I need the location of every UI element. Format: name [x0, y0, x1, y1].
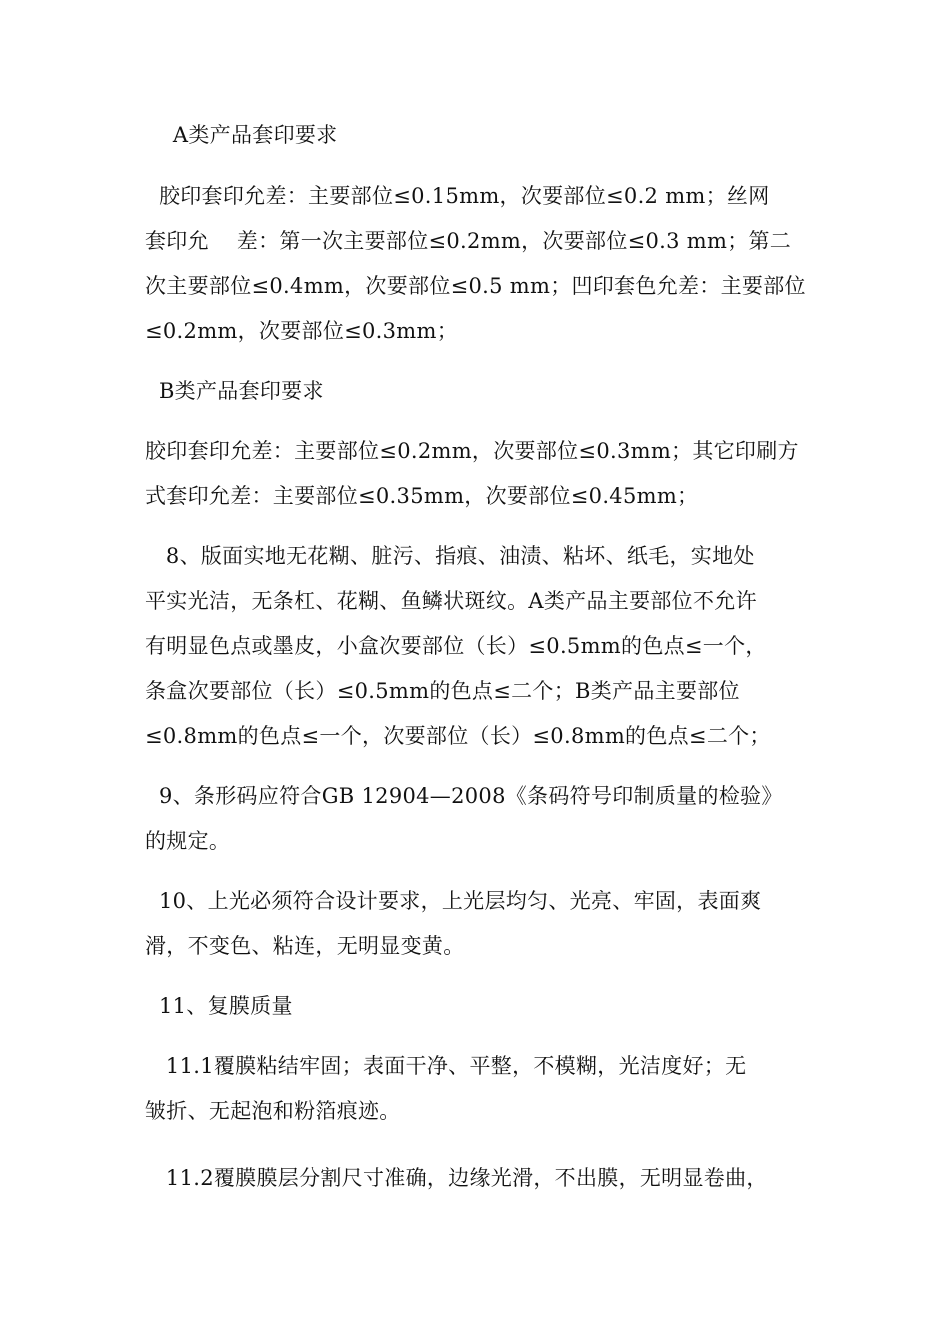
item-9-line-2: 的规定。 [145, 829, 231, 853]
item-8-line-4: 条盒次要部位（长）≤0.5mm的色点≤二个；B类产品主要部位 [145, 679, 740, 703]
paragraph-a-line-4: ≤0.2mm，次要部位≤0.3mm； [145, 319, 459, 343]
item-11-heading: 11、复膜质量 [145, 994, 293, 1018]
item-9-line-1: 9、条形码应符合GB 12904—2008《条码符号印制质量的检验》 [145, 784, 783, 808]
paragraph-b-line-1: 胶印套印允差：主要部位≤0.2mm，次要部位≤0.3mm；其它印刷方 [145, 439, 799, 463]
paragraph-a-line-2: 套印允 差：第一次主要部位≤0.2mm，次要部位≤0.3 mm；第二 [145, 229, 792, 253]
item-10-line-2: 滑，不变色、粘连，无明显变黄。 [145, 934, 465, 958]
heading-b-class-registration: B类产品套印要求 [145, 379, 324, 403]
item-11-1-line-1: 11.1覆膜粘结牢固；表面干净、平整，不模糊，光洁度好；无 [145, 1054, 747, 1078]
item-11-1-line-2: 皱折、无起泡和粉箔痕迹。 [145, 1099, 401, 1123]
item-8-line-3: 有明显色点或墨皮，小盒次要部位（长）≤0.5mm的色点≤一个， [145, 634, 767, 658]
item-10-line-1: 10、上光必须符合设计要求，上光层均匀、光亮、牢固，表面爽 [145, 889, 762, 913]
item-11-2-line-1: 11.2覆膜膜层分割尺寸准确，边缘光滑，不出膜，无明显卷曲， [145, 1166, 768, 1190]
item-8-line-5: ≤0.8mm的色点≤一个，次要部位（长）≤0.8mm的色点≤二个； [145, 724, 771, 748]
paragraph-b-line-2: 式套印允差：主要部位≤0.35mm，次要部位≤0.45mm； [145, 484, 699, 508]
paragraph-a-line-3: 次主要部位≤0.4mm，次要部位≤0.5 mm；凹印套色允差：主要部位 [145, 274, 806, 298]
heading-a-class-registration: A类产品套印要求 [145, 123, 338, 147]
paragraph-a-line-1: 胶印套印允差：主要部位≤0.15mm，次要部位≤0.2 mm；丝网 [145, 184, 770, 208]
item-8-line-1: 8、版面实地无花糊、脏污、指痕、油渍、粘坏、纸毛，实地处 [145, 544, 755, 568]
item-8-line-2: 平实光洁，无条杠、花糊、鱼鳞状斑纹。A类产品主要部位不允许 [145, 589, 757, 613]
